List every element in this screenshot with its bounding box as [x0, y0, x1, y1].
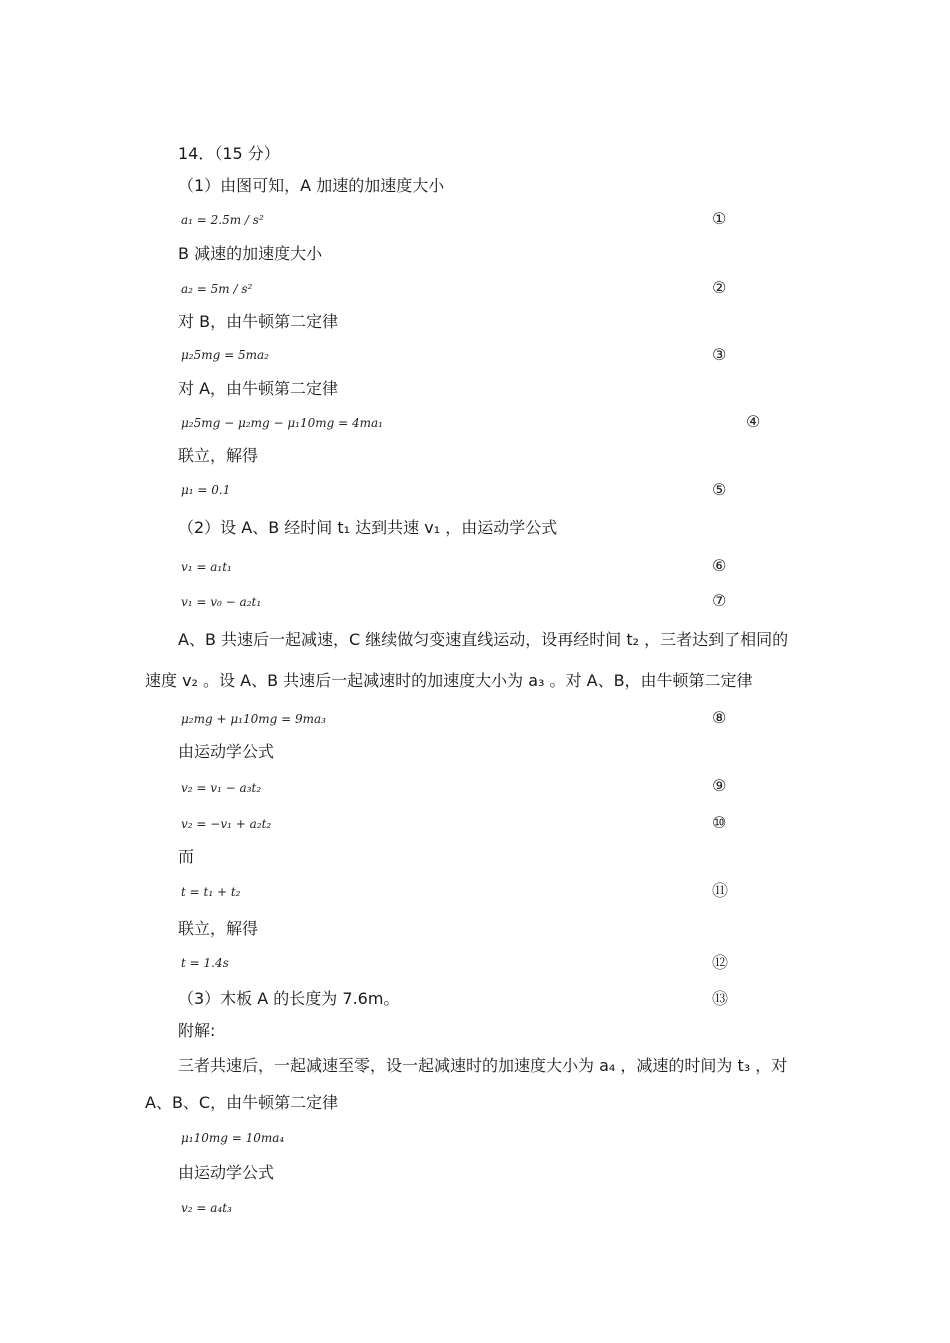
- equation-9: v₂ = v₁ − a₃t₂: [181, 781, 262, 795]
- equation-7: v₁ = v₀ − a₂t₁: [181, 595, 262, 609]
- equation-2: a₂ = 5m / s²: [181, 282, 253, 296]
- equation-number-5: ⑤: [712, 480, 727, 499]
- equation-14: μ₁10mg = 10ma₄: [181, 1131, 285, 1145]
- text-line: 由运动学公式: [178, 1163, 275, 1182]
- equation-number-7: ⑦: [712, 591, 727, 610]
- equation-3: μ₂5mg = 5ma₂: [181, 348, 269, 362]
- text-line: 对 B，由牛顿第二定律: [178, 312, 339, 331]
- equation-number-3: ③: [712, 345, 727, 364]
- equation-12: t = 1.4s: [181, 956, 229, 970]
- problem-title: 14．（15 分）: [178, 144, 280, 163]
- text-line: 联立，解得: [178, 919, 259, 938]
- text-line: （2）设 A、B 经时间 t₁ 达到共速 v₁ ，由运动学公式: [178, 518, 558, 537]
- text-line: 对 A，由牛顿第二定律: [178, 379, 339, 398]
- text-line: A、B、C，由牛顿第二定律: [145, 1093, 339, 1112]
- text-line: 速度 v₂ 。设 A、B 共速后一起减速时的加速度大小为 a₃ 。对 A、B，由牛顿第二定律: [145, 671, 753, 690]
- equation-15: v₂ = a₄t₃: [181, 1201, 232, 1215]
- text-line: 三者共速后，一起减速至零，设一起减速时的加速度大小为 a₄ ，减速的时间为 t₃ ，对: [178, 1056, 788, 1075]
- equation-number-2: ②: [712, 278, 727, 297]
- equation-number-1: ①: [712, 209, 727, 228]
- text-line: 由运动学公式: [178, 742, 275, 761]
- equation-number-13: ⑬: [712, 989, 729, 1008]
- text-line: B 减速的加速度大小: [178, 244, 323, 263]
- equation-1: a₁ = 2.5m / s²: [181, 213, 264, 227]
- text-line: （3）木板 A 的长度为 7.6m。: [178, 989, 400, 1008]
- equation-8: μ₂mg + μ₁10mg = 9ma₃: [181, 712, 326, 726]
- equation-number-9: ⑨: [712, 776, 727, 795]
- text-line: （1）由图可知，A 加速的加速度大小: [178, 176, 445, 195]
- equation-number-11: ⑪: [712, 881, 729, 900]
- equation-number-12: ⑫: [712, 953, 729, 972]
- text-line: 而: [178, 847, 195, 866]
- equation-6: v₁ = a₁t₁: [181, 560, 232, 574]
- equation-11: t = t₁ + t₂: [181, 885, 241, 899]
- equation-number-4: ④: [746, 412, 761, 431]
- text-line: 附解:: [178, 1021, 216, 1040]
- text-line: 联立，解得: [178, 446, 259, 465]
- equation-10: v₂ = −v₁ + a₂t₂: [181, 817, 272, 831]
- equation-5: μ₁ = 0.1: [181, 483, 231, 497]
- text-line: A、B 共速后一起减速，C 继续做匀变速直线运动，设再经时间 t₂ ，三者达到了相同的: [178, 630, 789, 649]
- equation-number-8: ⑧: [712, 708, 727, 727]
- equation-number-6: ⑥: [712, 556, 727, 575]
- equation-4: μ₂5mg − μ₂mg − μ₁10mg = 4ma₁: [181, 416, 383, 430]
- equation-number-10: ⑩: [712, 813, 727, 832]
